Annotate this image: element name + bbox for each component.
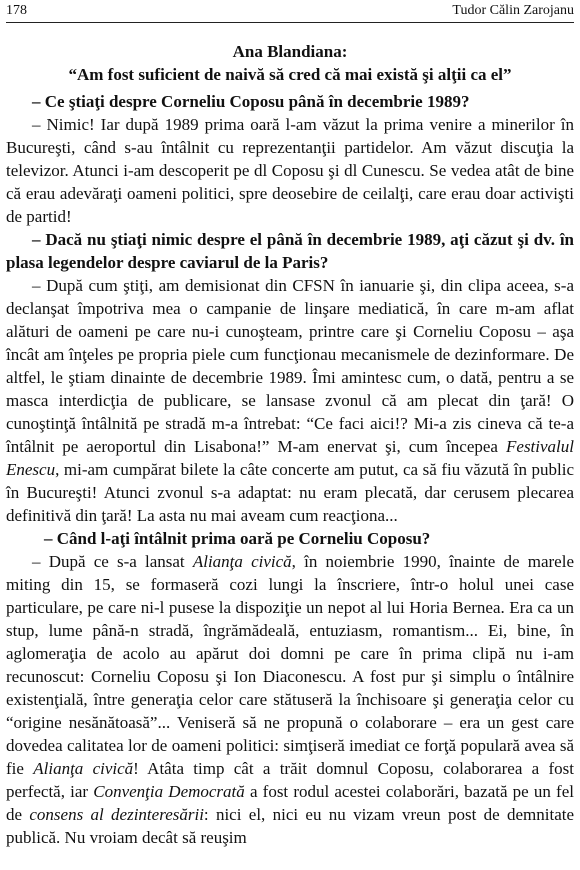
text-segment: – Când l-aţi întâlnit prima oară pe Corneliu Coposu?: [44, 529, 431, 548]
interview-question: [6, 527, 574, 550]
interview-title: [6, 40, 574, 86]
interview-answer: [6, 274, 574, 527]
text-segment: : nici el, nici eu nu vizam vreun post de demnitate publică. Nu vroiam decât să reuşim: [6, 805, 575, 847]
italic-title: Festivalul Enescu: [6, 437, 574, 479]
italic-title: Alianţa civică: [33, 759, 134, 778]
text-segment: – Ce ştiaţi despre Corneliu Coposu până în decembrie 1989?: [32, 92, 470, 111]
page-body: [6, 40, 574, 849]
interview-answer: [6, 113, 574, 228]
italic-title: Alianţa civică: [192, 552, 292, 571]
page-number: 178: [6, 3, 27, 18]
italic-title: Convenţia Democrată: [93, 782, 245, 801]
interview-author: Ana Blandiana:: [232, 42, 348, 61]
text-segment: a fost rodul acestei colaborări, bazată pe un fel de: [6, 782, 574, 824]
interview-question: [6, 90, 574, 113]
text-segment: – După ce s-a lansat: [32, 552, 193, 571]
text-segment: ! Atâta timp cât a trăit domnul Coposu, colaborarea a fost perfectă, iar: [6, 759, 574, 801]
header-rule: [6, 22, 574, 23]
text-segment: , în noiembrie 1990, înainte de marele miting din 15, se formaseră cozi lungi la înscriere, într-o holul unei case particulare, pe care ni-l pusese la dispoziţie un nepot al lui Horia Bernea. Era ca un stup, lume până-n stradă, îngrămădeală, entuziasm, romantism... Ei, bine, în aglomeraţia de acolo au apărut doi domni pe care în prima clipă nu i-am recunoscut: Corneliu Coposu şi Ion Diaconescu. A fost pur şi simplu o întâlnire existenţială, între generaţia celor care stătuseră la închisoare şi generaţia celor cu “origine nesănătoasă”... Veniseră să ne propună o colaborare – era un gest care dovedea calitatea lor de oameni politici: simţiseră imediat ce forţă populară avea să fie: [6, 552, 574, 778]
text-segment: – Dacă nu ştiaţi nimic despre el până în decembrie 1989, aţi căzut şi dv. în plasa legendelor despre caviarul de la Paris?: [6, 230, 574, 272]
text-segment: – După cum ştiţi, am demisionat din CFSN în ianuarie şi, din clipa aceea, s-a declanşat împotriva mea o campanie de linşare mediatică, în care m-am aflat alături de oameni pe care nu-i cunoşteam, printre care şi Corneliu Coposu – aşa încât am înţeles pe propria piele cum funcţionau mecanismele de dezinformare. De altfel, le ştiam dinainte de decembrie 1989. Îmi amintesc cum, o dată, pentru a se masca interdicţia de publicare, se lansase zvonul că am plecat din ţară! O cunoştinţă întâlnită pe stradă m-a întrebat: “Ce faci aici!? Mi-a zis cineva că te-a întâlnit pe aeroportul din Lisabona!” M-am enervat şi, cum începea: [6, 276, 574, 456]
italic-title: consens al dezinteresării: [29, 805, 204, 824]
interview-question: [6, 228, 574, 274]
text-segment: – Nimic! Iar după 1989 prima oară l-am văzut la prima venire a minerilor în Bucureşti, când s-au întâlnit cu reprezentanţii partidelor. Am văzut discuţia la televizor. Atunci i-am descoperit pe dl Coposu şi dl Cunescu. Se vedea atât de bine că erau adevăraţi oameni politici, spre deosebire de ceilalţi, care erau doar activişti de partid!: [6, 115, 574, 226]
text-segment: , mi-am cumpărat bilete la câte concerte am putut, ca să fiu văzută în public în Bucureşti! Atunci zvonul s-a adaptat: nu eram plecată, dar cerusem plecarea definitivă din ţară! La asta nu mai aveam cum reacţiona...: [6, 460, 574, 525]
interview-text: [6, 90, 574, 849]
interview-answer: [6, 550, 574, 849]
running-head: Tudor Călin Zarojanu: [452, 3, 574, 18]
page-header: [6, 2, 574, 24]
interview-quote-title: “Am fost suficient de naivă să cred că mai există şi alţii ca el”: [68, 65, 512, 84]
